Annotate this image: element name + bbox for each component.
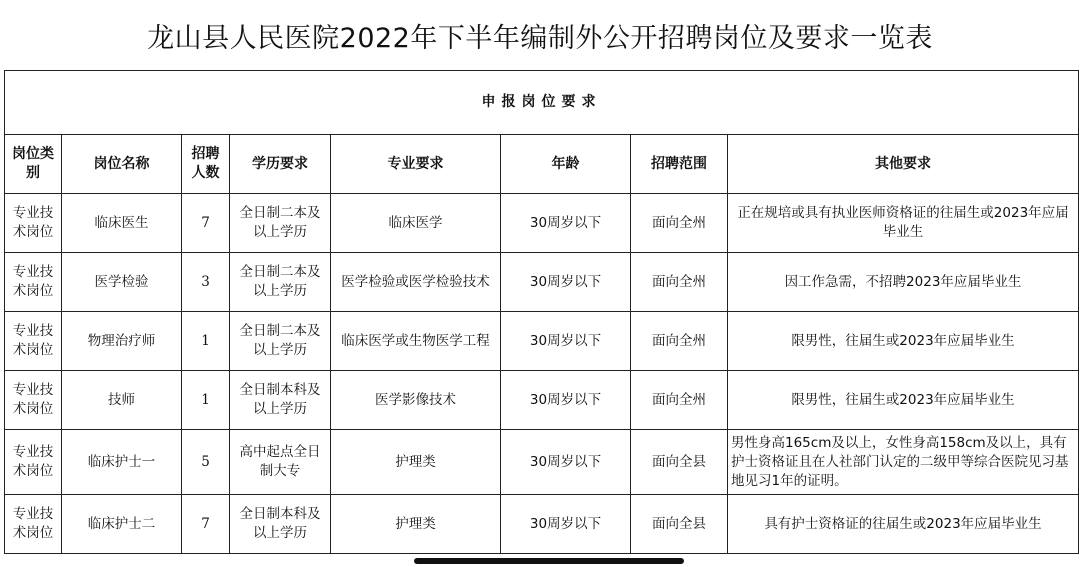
major-cell: 护理类 (331, 430, 501, 495)
column-header: 岗位类别 (5, 135, 62, 194)
age-cell: 30周岁以下 (501, 253, 631, 312)
education-cell: 全日制二本及以上学历 (230, 194, 331, 253)
column-header: 专业要求 (331, 135, 501, 194)
major-cell: 医学检验或医学检验技术 (331, 253, 501, 312)
other-cell: 限男性，往届生或2023年应届毕业生 (728, 312, 1079, 371)
position-name-cell: 临床医生 (62, 194, 182, 253)
section-header-row (5, 71, 1079, 135)
count-cell: 1 (182, 312, 230, 371)
table-row (5, 371, 1079, 430)
age-cell: 30周岁以下 (501, 312, 631, 371)
education-cell: 高中起点全日制大专 (230, 430, 331, 495)
table-row (5, 312, 1079, 371)
age-cell: 30周岁以下 (501, 194, 631, 253)
column-header: 学历要求 (230, 135, 331, 194)
category-cell: 专业技术岗位 (5, 253, 62, 312)
age-cell: 30周岁以下 (501, 371, 631, 430)
category-cell: 专业技术岗位 (5, 312, 62, 371)
scope-cell: 面向全州 (631, 194, 728, 253)
count-cell: 7 (182, 495, 230, 554)
count-cell: 7 (182, 194, 230, 253)
position-name-cell: 技师 (62, 371, 182, 430)
education-cell: 全日制二本及以上学历 (230, 312, 331, 371)
section-header: 申报岗位要求 (5, 71, 1079, 135)
page-title: 龙山县人民医院2022年下半年编制外公开招聘岗位及要求一览表 (147, 22, 933, 54)
title-bar (0, 0, 1080, 70)
count-cell: 1 (182, 371, 230, 430)
scope-cell: 面向全州 (631, 312, 728, 371)
position-name-cell: 物理治疗师 (62, 312, 182, 371)
count-cell: 5 (182, 430, 230, 495)
other-cell: 正在规培或具有执业医师资格证的往届生或2023年应届毕业生 (728, 194, 1079, 253)
category-cell: 专业技术岗位 (5, 194, 62, 253)
major-cell: 护理类 (331, 495, 501, 554)
other-cell: 限男性，往届生或2023年应届毕业生 (728, 371, 1079, 430)
major-cell: 临床医学 (331, 194, 501, 253)
table-row (5, 194, 1079, 253)
table-row (5, 253, 1079, 312)
scroll-indicator[interactable] (414, 558, 684, 564)
table-row (5, 430, 1079, 495)
scope-cell: 面向全州 (631, 253, 728, 312)
category-cell: 专业技术岗位 (5, 495, 62, 554)
other-cell: 因工作急需，不招聘2023年应届毕业生 (728, 253, 1079, 312)
scope-cell: 面向全县 (631, 430, 728, 495)
age-cell: 30周岁以下 (501, 495, 631, 554)
other-cell: 男性身高165cm及以上，女性身高158cm及以上，具有护士资格证且在人社部门认定的二级甲等综合医院见习基地见习1年的证明。 (728, 430, 1079, 495)
major-cell: 医学影像技术 (331, 371, 501, 430)
table-row (5, 495, 1079, 554)
column-header: 年龄 (501, 135, 631, 194)
scope-cell: 面向全州 (631, 371, 728, 430)
recruitment-table (4, 70, 1079, 554)
education-cell: 全日制二本及以上学历 (230, 253, 331, 312)
column-header: 招聘人数 (182, 135, 230, 194)
position-name-cell: 医学检验 (62, 253, 182, 312)
education-cell: 全日制本科及以上学历 (230, 371, 331, 430)
column-header: 其他要求 (728, 135, 1079, 194)
scope-cell: 面向全县 (631, 495, 728, 554)
category-cell: 专业技术岗位 (5, 430, 62, 495)
age-cell: 30周岁以下 (501, 430, 631, 495)
education-cell: 全日制本科及以上学历 (230, 495, 331, 554)
count-cell: 3 (182, 253, 230, 312)
major-cell: 临床医学或生物医学工程 (331, 312, 501, 371)
category-cell: 专业技术岗位 (5, 371, 62, 430)
column-header: 招聘范围 (631, 135, 728, 194)
position-name-cell: 临床护士二 (62, 495, 182, 554)
column-header-row (5, 135, 1079, 194)
position-name-cell: 临床护士一 (62, 430, 182, 495)
other-cell: 具有护士资格证的往届生或2023年应届毕业生 (728, 495, 1079, 554)
column-header: 岗位名称 (62, 135, 182, 194)
